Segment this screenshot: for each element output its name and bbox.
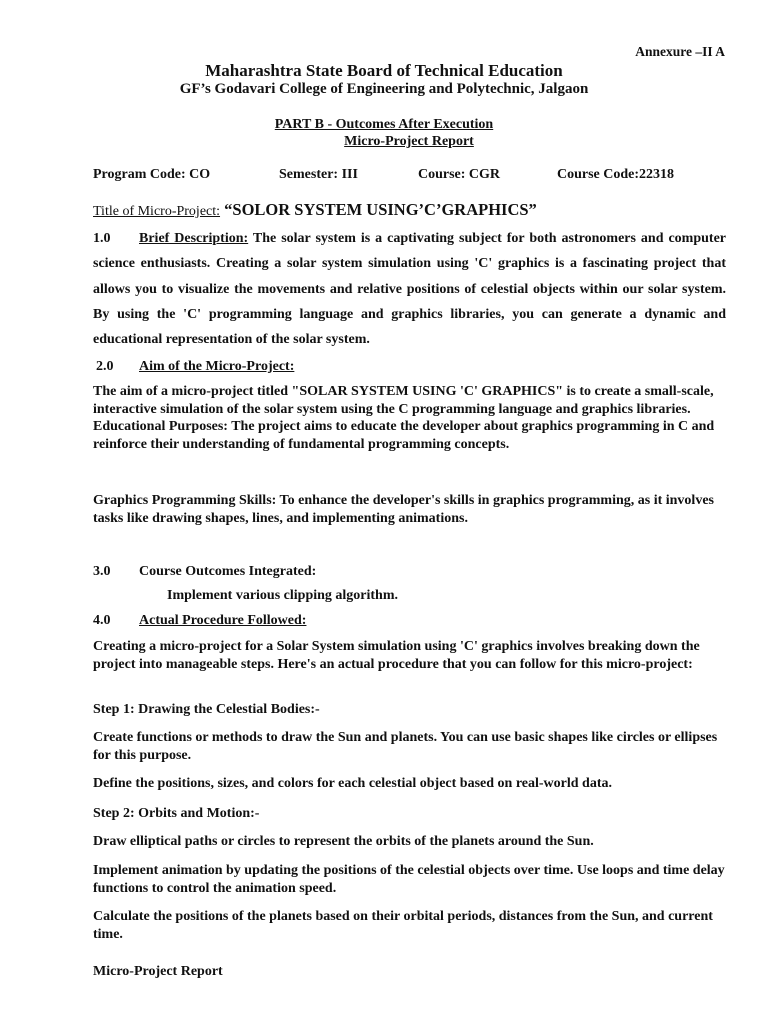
brief-heading: Brief Description:	[139, 231, 249, 246]
procedure-intro: Creating a micro-project for a Solar System simulation using 'C' graphics involves breaking down the project into manageable steps. Here's an actual procedure that you can follow for this micro-project:	[93, 639, 700, 672]
step2-paragraph-2: Implement animation by updating the positions of the celestial objects over time. Use loops and time delay functions to control the animation speed.	[93, 863, 725, 896]
section-number: 1.0	[93, 231, 111, 246]
course: Course: CGR	[418, 167, 501, 182]
step2-heading: Step 2: Orbits and Motion:-	[93, 806, 260, 821]
aim-section-header	[96, 359, 294, 375]
step1-paragraph-1: Create functions or methods to draw the Sun and planets. You can use basic shapes like circles or ellipses for this purpose.	[93, 730, 718, 763]
section-number: 3.0	[93, 564, 111, 579]
section-number: 2.0	[96, 359, 114, 374]
footer-label: Micro-Project Report	[93, 964, 223, 979]
outcomes-heading: Course Outcomes Integrated:	[139, 564, 317, 579]
step2-paragraph-1: Draw elliptical paths or circles to represent the orbits of the planets around the Sun.	[93, 834, 594, 849]
procedure-heading: Actual Procedure Followed:	[139, 613, 307, 628]
project-title-label: Title of Micro-Project:	[93, 204, 221, 219]
step2-paragraph-3: Calculate the positions of the planets based on their orbital periods, distances from the Sun, and current time.	[93, 909, 713, 942]
project-title	[93, 200, 537, 220]
aim-paragraph-1: The aim of a micro-project titled "SOLAR SYSTEM USING 'C' GRAPHICS" is to create a small-scale, interactive simulation of the solar system using the C programming language and graphics libraries. Educational Purposes: The project aims to educate the developer about graphics programming in C and reinforce their understanding of fundamental programming concepts.	[93, 384, 715, 452]
step1-paragraph-2: Define the positions, sizes, and colors for each celestial object based on real-world data.	[93, 776, 612, 791]
report-title: Micro-Project Report	[344, 134, 474, 149]
annexure-label: Annexure –II A	[635, 44, 725, 59]
brief-description	[93, 226, 726, 352]
board-name: Maharashtra State Board of Technical Education	[205, 61, 563, 80]
aim-heading: Aim of the Micro-Project:	[139, 359, 295, 374]
part-heading: PART B - Outcomes After Execution	[274, 117, 494, 132]
college-name: GF’s Godavari College of Engineering and Polytechnic, Jalgaon	[179, 81, 589, 97]
section-number: 4.0	[93, 613, 111, 628]
course-code: Course Code:22318	[557, 167, 675, 182]
project-title-value: “SOLOR SYSTEM USING’C’GRAPHICS”	[220, 200, 537, 219]
outcomes-section-header	[93, 564, 316, 580]
semester: Semester: III	[279, 167, 358, 182]
aim-paragraph-2: Graphics Programming Skills: To enhance the developer's skills in graphics programming, as it involves tasks like drawing shapes, lines, and implementing animations.	[93, 493, 714, 526]
outcome-item: Implement various clipping algorithm.	[167, 588, 399, 603]
brief-text: The solar system is a captivating subject for both astronomers and computer science enthusiasts. Creating a solar system simulation using 'C' graphics is a fascinating project that allows you to visualize the movements and relative positions of celestial objects within our solar system. By using the 'C' programming language and graphics libraries, you can generate a dynamic and educational representation of the solar system.	[93, 231, 726, 348]
program-code: Program Code: CO	[93, 167, 211, 182]
procedure-section-header	[93, 613, 306, 629]
step1-heading: Step 1: Drawing the Celestial Bodies:-	[93, 702, 320, 717]
